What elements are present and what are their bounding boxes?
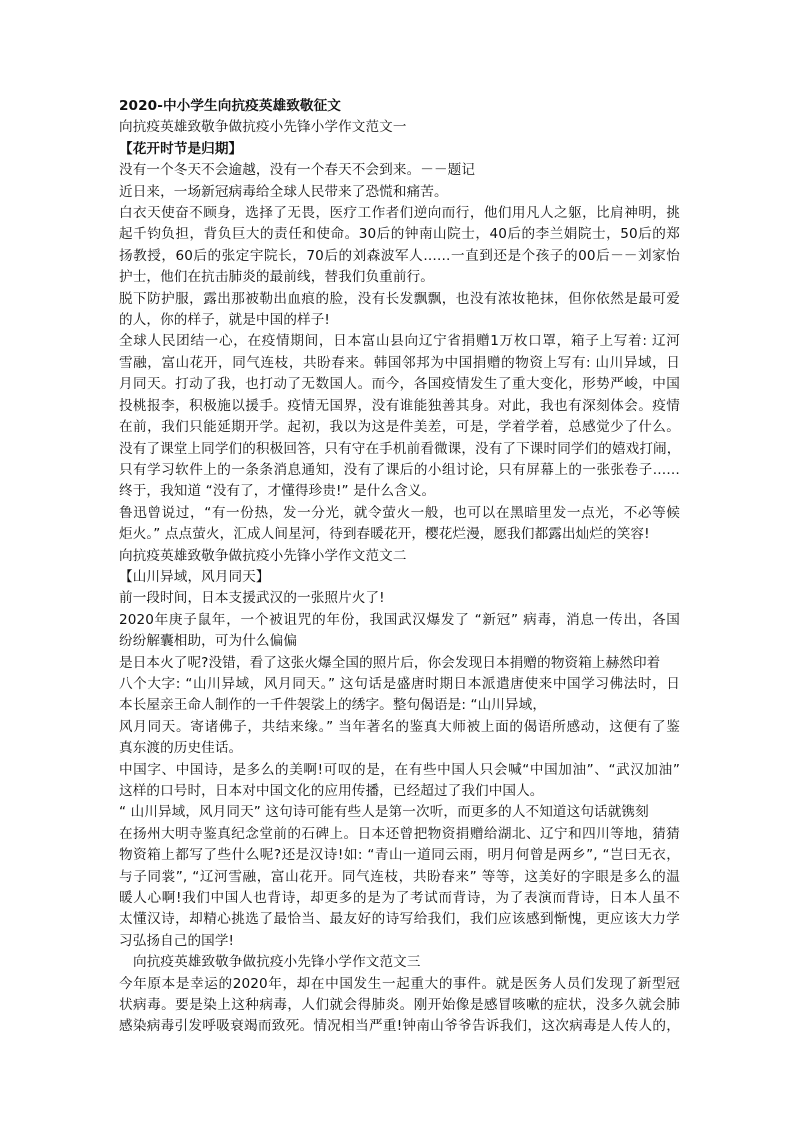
text-line: 前一段时间，日本支援武汉的一张照片火了! [119,590,385,607]
text-line: 真东渡的历史佳话。 [119,740,243,757]
text-line: 太懂汉诗，却精心挑选了最恰当、最友好的诗写给我们，我们应该感到惭愧，更应该大力学 [119,911,680,928]
text-line: 与子同裳”, “辽河雪融，富山花开。同气连枝，共盼春来” 等等，这美好的字眼是多么的温 [119,868,680,885]
text-line: 向抗疫英雄致敬争做抗疫小先锋小学作文范文二 [119,547,407,564]
text-line: 向抗疫英雄致敬争做抗疫小先锋小学作文范文三 [133,954,421,971]
text-line: 是日本火了呢?没错，看了这张火爆全国的照片后，你会发现日本捐赠的物资箱上赫然印着 [119,654,661,671]
essay-body [119,96,680,1038]
text-line: 2020-中小学生向抗疫英雄致敬征文 [119,98,341,114]
text-line: 【山川异域，风月同天】 [119,568,270,585]
text-line: 2020年庚子鼠年，一个被诅咒的年份，我国武汉爆发了 “新冠” 病毒，消息一传出，各国 [119,611,680,628]
text-line: 全球人民团结一心，在疫情期间，日本富山县向辽宁省捐赠1万枚口罩，箱子上写着: 辽河 [119,333,680,350]
text-line: 投桃报李，积极施以援手。疫情无国界，没有谁能独善其身。对此，我也有深刻体会。疫情 [119,397,680,414]
text-line: 脱下防护服，露出那被勒出血痕的脸，没有长发飘飘，也没有浓妆艳抹，但你依然是最可爱 [119,290,680,307]
text-line: 月同天。打动了我，也打动了无数国人。而今，各国疫情发生了重大变化，形势严峻，中国 [119,376,680,393]
text-line: 扬教授，60后的张定宇院长，70后的刘森波军人……一直到还是个孩子的00后－－刘家怡 [119,247,680,264]
text-line: 感染病毒引发呼吸衰竭而致死。情况相当严重!钟南山爷爷告诉我们，这次病毒是人传人的， [119,1018,680,1035]
text-line: 八个大字: “山川异域，风月同天。” 这句话是盛唐时期日本派遣唐使来中国学习佛法时，日 [119,675,680,692]
text-line: 雪融，富山花开，同气连枝，共盼春来。韩国邻邦为中国捐赠的物资上写有: 山川异域，日 [119,354,680,371]
text-line: 的人，你的样子，就是中国的样子! [119,312,330,329]
text-line: 只有学习软件上的一条条消息通知，没有了课后的小组讨论，只有屏幕上的一张张卷子…… [119,461,680,478]
text-line: 今年原本是幸运的2020年，却在中国发生一起重大的事件。就是医务人员们发现了新型冠 [119,975,680,992]
text-line: 习弘扬自己的国学! [119,932,235,949]
text-line: 起千钧负担，背负巨大的责任和使命。30后的钟南山院士，40后的李兰娟院士，50后的郑 [119,226,680,243]
text-line: 暖人心啊!我们中国人也背诗，却更多的是为了考试而背诗，为了表演而背诗，日本人虽不 [119,890,680,907]
text-line: 在扬州大明寺鉴真纪念堂前的石碑上。日本还曾把物资捐赠给湖北、辽宁和四川等地，猜猜 [119,825,680,842]
text-line: “ 山川异域，风月同天” 这句诗可能有些人是第一次听，而更多的人不知道这句话就镌刻 [119,804,649,821]
text-line: 物资箱上都写了些什么呢?还是汉诗!如: “青山一道同云雨，明月何曾是两乡”, “岂曰无衣， [119,847,680,864]
text-line: 【花开时节是归期】 [119,140,243,157]
text-line: 在前，我们只能延期开学。起初，我以为这是件美差，可是，学着学着，总感觉少了什么。 [119,419,680,436]
text-line: 鲁迅曾说过，“有一份热，发一分光，就令萤火一般，也可以在黑暗里发一点光，不必等候 [119,504,680,521]
text-line: 纷纷解囊相助，可为什么偏偏 [119,633,298,650]
text-line: 状病毒。要是染上这种病毒，人们就会得肺炎。刚开始像是感冒咳嗽的症状，没多久就会肺 [119,997,680,1014]
text-line: 护士，他们在抗击肺炎的最前线，替我们负重前行。 [119,269,434,286]
text-line: 这样的口号时，日本对中国文化的应用传播，已经超过了我们中国人。 [119,783,544,799]
text-line: 中国字、中国诗，是多么的美啊!可叹的是，在有些中国人只会喊“中国加油”、“武汉加油” [119,761,680,778]
text-line: 炬火。” 点点萤火，汇成人间星河，待到春暖花开，樱花烂漫，愿我们都露出灿烂的笑容! [119,526,650,543]
text-line: 近日来，一场新冠病毒给全球人民带来了恐慌和痛苦。 [119,183,448,200]
text-line: 终于，我知道 “没有了，才懂得珍贵!” 是什么含义。 [119,483,436,500]
text-line: 本长屋亲王命人制作的一千件袈裟上的绣字。整句偈语是: “山川异域， [119,697,547,714]
text-line: 白衣天使奋不顾身，选择了无畏，医疗工作者们逆向而行，他们用凡人之躯，比肩神明，挑 [119,205,680,222]
text-line: 向抗疫英雄致敬争做抗疫小先锋小学作文范文一 [119,119,407,136]
text-line: 风月同天。寄诸佛子，共结来缘。” 当年著名的鉴真大师被上面的偈语所感动，这便有了鉴 [119,718,680,735]
text-line: 没有一个冬天不会逾越，没有一个春天不会到来。－－题记 [119,162,476,179]
text-line: 没有了课堂上同学们的积极回答，只有守在手机前看微课，没有了下课时同学们的嬉戏打闹， [119,440,680,457]
